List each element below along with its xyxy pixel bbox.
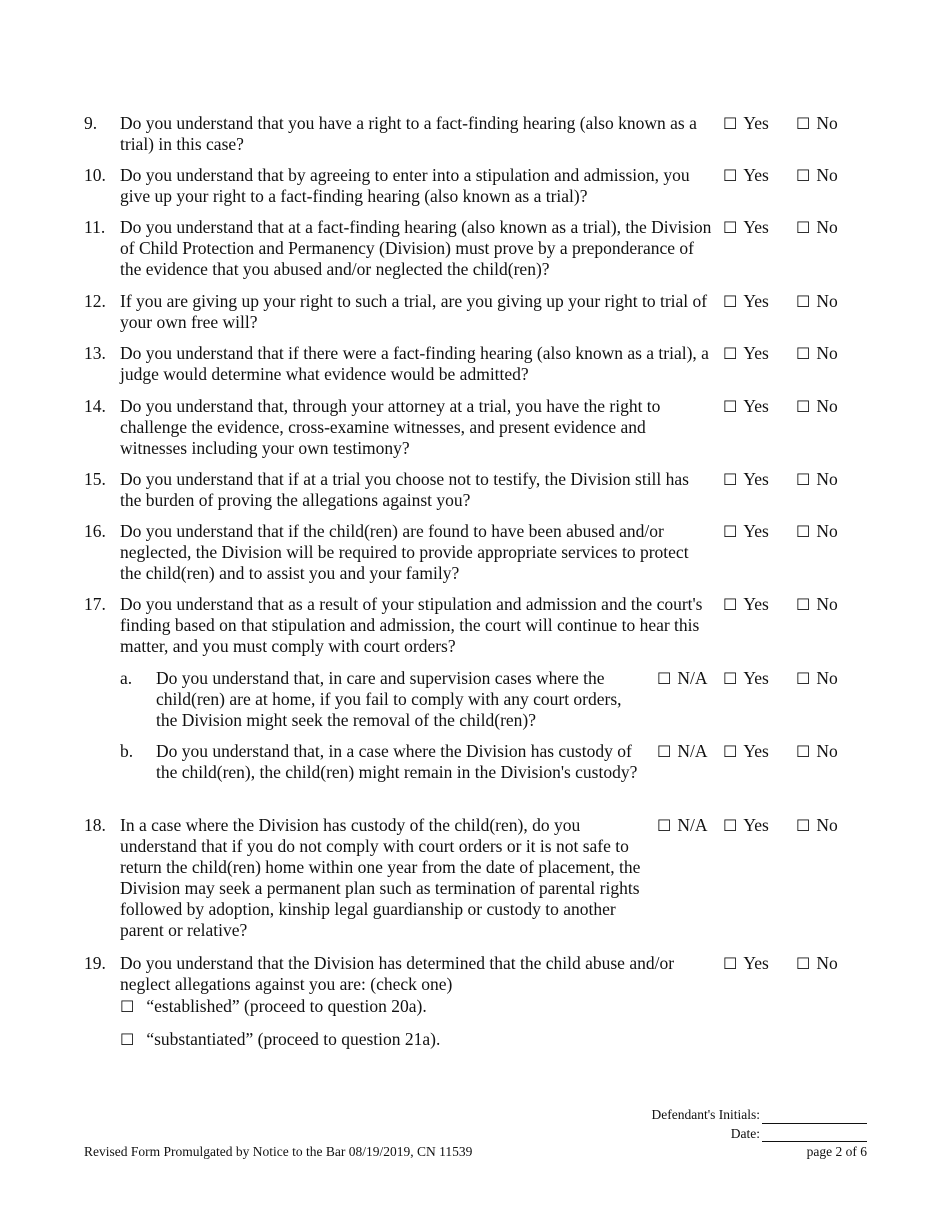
choice-established[interactable] xyxy=(120,996,427,1017)
checkbox-icon[interactable]: ☐ xyxy=(796,344,811,363)
checkbox-icon[interactable]: ☐ xyxy=(723,669,738,688)
option-yes[interactable] xyxy=(723,291,769,312)
option-label: No xyxy=(816,343,838,363)
option-label: No xyxy=(816,291,838,311)
question-number: 13. xyxy=(84,343,106,363)
option-yes[interactable] xyxy=(723,396,769,417)
question-text: In a case where the Division has custody of the child(ren), do you understand that if you do not comply with court orders or it is not safe to return the child(ren) home within one year from the date of placement, the Division may seek a permanent plan such as termination of parental rights followed by adoption, kinship legal guardianship or custody to another parent or relative? xyxy=(120,815,641,940)
question-text: Do you understand that, in care and supervision cases where the child(ren) are at home, if you fail to comply with any court orders, the Division might seek the removal of the child(ren)? xyxy=(156,668,622,730)
checkbox-icon[interactable]: ☐ xyxy=(723,344,738,363)
revised-form-note: Revised Form Promulgated by Notice to the Bar 08/19/2019, CN 11539 xyxy=(84,1144,473,1159)
option-no[interactable] xyxy=(796,113,838,134)
checkbox-icon[interactable]: ☐ xyxy=(796,397,811,416)
checkbox-icon[interactable]: ☐ xyxy=(796,114,811,133)
option-label: Yes xyxy=(743,396,769,416)
checkbox-icon[interactable]: ☐ xyxy=(723,816,738,835)
option-label: No xyxy=(816,113,838,133)
option-no[interactable] xyxy=(796,291,838,312)
checkbox-icon[interactable]: ☐ xyxy=(657,816,672,835)
option-label: No xyxy=(816,953,838,973)
question-text: If you are giving up your right to such a trial, are you giving up your right to trial of your own free will? xyxy=(120,291,708,332)
option-label: N/A xyxy=(677,815,708,835)
option-label: N/A xyxy=(677,668,708,688)
initials-line[interactable] xyxy=(762,1123,867,1124)
option-na[interactable] xyxy=(657,815,707,836)
question-number: 9. xyxy=(84,113,98,133)
question-text: Do you understand that by agreeing to enter into a stipulation and admission, you give up your right to a fact-finding hearing (also known as a trial)? xyxy=(120,165,690,206)
option-yes[interactable] xyxy=(723,469,769,490)
option-yes[interactable] xyxy=(723,668,769,689)
question-number: 14. xyxy=(84,396,106,416)
option-yes[interactable] xyxy=(723,165,769,186)
option-yes[interactable] xyxy=(723,815,769,836)
checkbox-icon[interactable]: ☐ xyxy=(723,166,738,185)
question-text: Do you understand that, through your attorney at a trial, you have the right to challenge the evidence, cross-examine witnesses, and present evidence and witnesses including your own testimony? xyxy=(120,396,661,458)
checkbox-icon[interactable]: ☐ xyxy=(796,470,811,489)
question-text: Do you understand that if the child(ren) are found to have been abused and/or neglected, the Division will be required to provide appropriate services to protect the child(ren) and to assist you and your family? xyxy=(120,521,689,583)
question-text: Do you understand that as a result of your stipulation and admission and the court's finding based on that stipulation and admission, the court will continue to hear this matter, and you must comply with court orders? xyxy=(120,594,703,656)
checkbox-icon[interactable]: ☐ xyxy=(657,669,672,688)
option-no[interactable] xyxy=(796,521,838,542)
option-no[interactable] xyxy=(796,741,838,762)
option-label: No xyxy=(816,521,838,541)
checkbox-icon[interactable]: ☐ xyxy=(796,166,811,185)
option-label: Yes xyxy=(743,469,769,489)
option-label: N/A xyxy=(677,741,708,761)
option-no[interactable] xyxy=(796,953,838,974)
option-yes[interactable] xyxy=(723,741,769,762)
date-line[interactable] xyxy=(762,1141,867,1142)
option-na[interactable] xyxy=(657,741,707,762)
checkbox-icon[interactable]: ☐ xyxy=(796,816,811,835)
option-no[interactable] xyxy=(796,343,838,364)
checkbox-icon[interactable]: ☐ xyxy=(723,522,738,541)
option-yes[interactable] xyxy=(723,113,769,134)
checkbox-icon[interactable]: ☐ xyxy=(723,470,738,489)
option-yes[interactable] xyxy=(723,343,769,364)
checkbox-icon[interactable]: ☐ xyxy=(796,954,811,973)
checkbox-icon[interactable]: ☐ xyxy=(657,742,672,761)
option-no[interactable] xyxy=(796,217,838,238)
option-no[interactable] xyxy=(796,165,838,186)
question-number: 17. xyxy=(84,594,106,614)
question-number: 15. xyxy=(84,469,106,489)
checkbox-icon[interactable]: ☐ xyxy=(796,742,811,761)
option-label: No xyxy=(816,396,838,416)
question-text: Do you understand that the Division has determined that the child abuse and/or neglect allegations against you are: (check one) xyxy=(120,953,675,994)
option-label: Yes xyxy=(743,668,769,688)
subquestion-letter: b. xyxy=(120,741,134,761)
question-number: 19. xyxy=(84,953,106,973)
question-text: Do you understand that at a fact-finding hearing (also known as a trial), the Division of Child Protection and Permanency (Division) must prove by a preponderance of the evidence that you abused and/or neglected the child(ren)? xyxy=(120,217,712,279)
question-number: 18. xyxy=(84,815,106,835)
option-label: Yes xyxy=(743,291,769,311)
option-label: Yes xyxy=(743,953,769,973)
question-number: 12. xyxy=(84,291,106,311)
option-yes[interactable] xyxy=(723,953,769,974)
option-label: Yes xyxy=(743,521,769,541)
option-label: Yes xyxy=(743,815,769,835)
checkbox-icon[interactable]: ☐ xyxy=(723,114,738,133)
checkbox-icon[interactable]: ☐ xyxy=(723,954,738,973)
option-label: Yes xyxy=(743,113,769,133)
checkbox-icon[interactable]: ☐ xyxy=(120,1030,135,1049)
option-label: Yes xyxy=(743,165,769,185)
option-yes[interactable] xyxy=(723,217,769,238)
option-label: No xyxy=(816,217,838,237)
page-number: page 2 of 6 xyxy=(806,1144,867,1159)
checkbox-icon[interactable]: ☐ xyxy=(723,742,738,761)
option-label: Yes xyxy=(743,217,769,237)
checkbox-icon[interactable]: ☐ xyxy=(796,218,811,237)
option-label: Yes xyxy=(743,594,769,614)
subquestion-letter: a. xyxy=(120,668,133,688)
checkbox-icon[interactable]: ☐ xyxy=(796,292,811,311)
option-label: No xyxy=(816,594,838,614)
checkbox-icon[interactable]: ☐ xyxy=(120,997,135,1016)
option-label: No xyxy=(816,469,838,489)
question-text: Do you understand that, in a case where the Division has custody of the child(ren), the child(ren) might remain in the Division's custody? xyxy=(156,741,638,782)
checkbox-icon[interactable]: ☐ xyxy=(723,397,738,416)
question-text: Do you understand that if there were a fact-finding hearing (also known as a trial), a judge would determine what evidence would be admitted? xyxy=(120,343,709,384)
option-na[interactable] xyxy=(657,668,707,689)
checkbox-icon[interactable]: ☐ xyxy=(796,522,811,541)
date-label: Date: xyxy=(730,1126,760,1141)
choice-substantiated[interactable] xyxy=(120,1029,440,1050)
checkbox-icon[interactable]: ☐ xyxy=(796,595,811,614)
checkbox-icon[interactable]: ☐ xyxy=(796,669,811,688)
option-label: Yes xyxy=(743,343,769,363)
option-label: Yes xyxy=(743,741,769,761)
question-number: 16. xyxy=(84,521,106,541)
option-no[interactable] xyxy=(796,594,838,615)
question-number: 10. xyxy=(84,165,106,185)
option-no[interactable] xyxy=(796,396,838,417)
option-no[interactable] xyxy=(796,815,838,836)
checkbox-icon[interactable]: ☐ xyxy=(723,595,738,614)
option-yes[interactable] xyxy=(723,521,769,542)
option-label: No xyxy=(816,741,838,761)
option-label: No xyxy=(816,815,838,835)
choice-label: “established” (proceed to question 20a). xyxy=(146,996,427,1016)
checkbox-icon[interactable]: ☐ xyxy=(723,218,738,237)
question-text: Do you understand that you have a right to a fact-finding hearing (also known as a trial) in this case? xyxy=(120,113,697,154)
question-number: 11. xyxy=(84,217,106,237)
option-yes[interactable] xyxy=(723,594,769,615)
option-no[interactable] xyxy=(796,469,838,490)
checkbox-icon[interactable]: ☐ xyxy=(723,292,738,311)
initials-label: Defendant's Initials: xyxy=(651,1107,760,1122)
choice-label: “substantiated” (proceed to question 21a). xyxy=(146,1029,441,1049)
option-label: No xyxy=(816,668,838,688)
option-label: No xyxy=(816,165,838,185)
option-no[interactable] xyxy=(796,668,838,689)
question-text: Do you understand that if at a trial you choose not to testify, the Division still has the burden of proving the allegations against you? xyxy=(120,469,689,510)
